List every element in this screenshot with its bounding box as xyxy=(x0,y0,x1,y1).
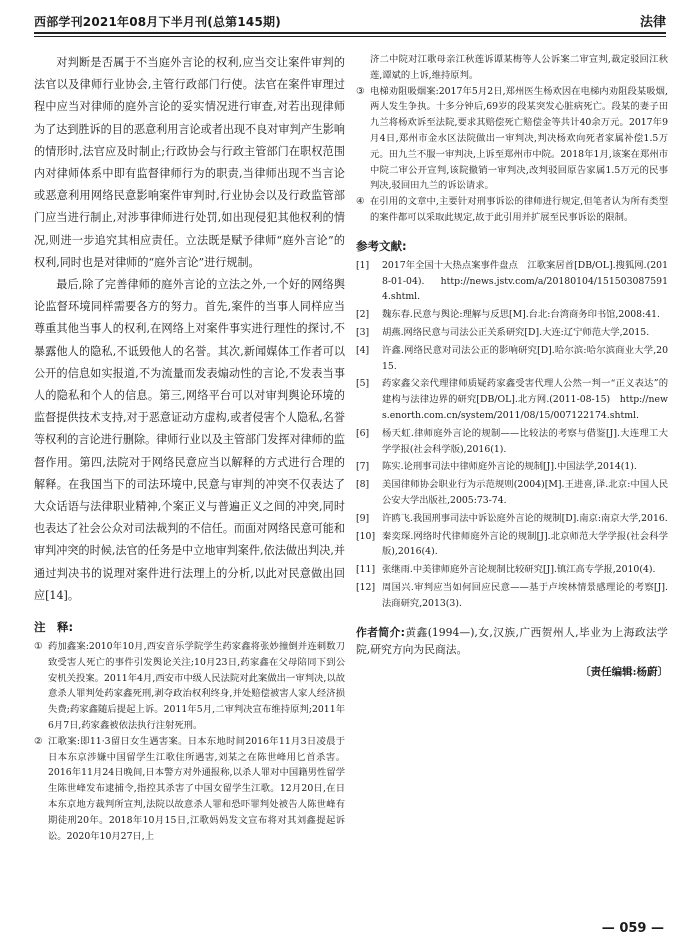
reference-item xyxy=(356,562,668,578)
note-marker: ① xyxy=(34,641,43,653)
reference-text: 2017年全国十大热点案事件盘点 江歌案居首[DB/OL].搜狐网.(2018-01-04). http://news.jstv.com/a/20180104/1515030875914.shtml. xyxy=(382,259,668,303)
reference-item xyxy=(356,580,668,612)
note-item xyxy=(356,194,668,226)
reference-item xyxy=(356,258,668,305)
reference-number: [10] xyxy=(356,530,376,542)
note-marker: ④ xyxy=(356,196,365,208)
note-item xyxy=(34,639,345,734)
note-marker: ② xyxy=(34,735,43,747)
responsible-editor: 〔责任编辑:杨蔚〕 xyxy=(580,665,668,678)
reference-item xyxy=(356,426,668,458)
note-text: 电梯劝阻吸烟案:2017年5月2日,郑州医生杨欢因在电梯内劝阻段某吸烟,两人发生争执。十多分钟后,69岁的段某突发心脏病死亡。段某的妻子田九兰将杨欢诉至法院,要求其赔偿死亡赔偿金等共计40余万元。2017年9月4日,郑州市金水区法院做出一审判决,判决杨欢向死者家属补偿1.5万元。田九兰不服一审判决,上诉至郑州市中院。2018年1月,该案在郑州市中院二审公开宣判,该院撤销一审判决,改判驳回原告家属1.5万元的民事判决,驳回田九兰的诉讼请求。 xyxy=(370,85,668,192)
reference-number: [4] xyxy=(356,344,370,356)
section-label: 法律 xyxy=(639,15,666,30)
reference-text: 陈实.论刑事司法中律师庭外言论的规制[J].中国法学,2014(1). xyxy=(382,461,637,473)
author-bio xyxy=(356,624,668,658)
reference-number: [11] xyxy=(356,564,376,576)
header-rule-thin xyxy=(34,36,666,37)
header-rule xyxy=(34,32,666,34)
note-text: 济二中院对江歌母亲江秋莲诉谭某梅等人公诉案二审宣判,裁定驳回江秋莲,谭斌的上诉,维持原判。 xyxy=(370,54,668,81)
reference-item xyxy=(356,343,668,375)
references-list xyxy=(356,258,668,612)
right-column xyxy=(356,52,668,679)
reference-number: [12] xyxy=(356,581,376,593)
notes-heading: 注 释: xyxy=(34,620,74,635)
notes-list xyxy=(34,639,345,844)
reference-text: 胡燕.网络民意与司法公正关系研究[D].大连:辽宁师范大学,2015. xyxy=(382,326,650,338)
reference-number: [2] xyxy=(356,309,370,321)
note-marker: ③ xyxy=(356,85,365,97)
note-item xyxy=(356,84,668,195)
reference-number: [7] xyxy=(356,461,370,473)
reference-item xyxy=(356,376,668,423)
reference-text: 张继雨.中美律师庭外言论规制比较研究[J].镇江高专学报,2010(4). xyxy=(382,564,656,576)
page-number: — 059 — xyxy=(601,921,664,936)
reference-item xyxy=(356,529,668,561)
author-bio-text: 黄鑫(1994—),女,汉族,广西贺州人,毕业为上海政法学院,研究方向为民商法。 xyxy=(356,625,668,656)
reference-item xyxy=(356,459,668,475)
left-column xyxy=(34,52,345,844)
reference-text: 美国律师协会职业行为示范规则(2004)[M].王进喜,译.北京:中国人民公安大学出版社,2005:73-74. xyxy=(382,479,668,506)
reference-text: 药家鑫父亲代理律师质疑药家鑫受害代理人公然一判一“正义表达”的建构与法律边界的研究[DB/OL].北方网.(2011-08-15) http://news.enorth.com.cn/system/2011/08/15/007122174.shtml. xyxy=(382,378,668,421)
reference-text: 杨天虹.律师庭外言论的规制——比较法的考察与借鉴[J].大连理工大学学报(社会科学版),2016(1). xyxy=(382,427,668,455)
note-text: 在引用的文章中,主要针对刑事诉讼的律师进行规定,但笔者认为所有类型的案件都可以采取此规定,故于此引用并扩展至民事诉讼的限制。 xyxy=(370,196,668,223)
reference-text: 许鑫.网络民意对司法公正的影响研究[D].哈尔滨:哈尔滨商业大学,2015. xyxy=(382,344,668,372)
reference-number: [9] xyxy=(356,512,370,524)
journal-issue-title: 西部学刊2021年08月下半月刊(总第145期) xyxy=(34,15,281,29)
note-text: 江歌案:即11·3留日女生遇害案。日本东地时间2016年11月3日凌晨于日本东京涉嫌中国留学生江歌住所遇害,刘某之在陈世峰用匕首杀害。2016年11月24日晚间,日本警方对外通报称,以杀人罪对中国籍男性留学生陈世峰发布逮捕令,指控其杀害了中国女留学生江歌。12月20日,在日本东京地方裁判所宣判,法院以故意杀人罪和恐吓罪判处被告人陈世峰有期徒刑20年。2018年10月15日,江歌妈妈发文宣布将对其刘鑫提起诉讼。2020年10月27日,上 xyxy=(48,735,345,842)
reference-item xyxy=(356,307,668,323)
reference-text: 秦奕琛.网络时代律师庭外言论的规制[J].北京师范大学学报(社会科学版),2016(4). xyxy=(382,530,668,558)
reference-item xyxy=(356,325,668,341)
reference-number: [3] xyxy=(356,326,370,338)
reference-text: 周国兴.审判应当如何回应民意——基于卢埃林情景感理论的考察[J].法商研究,2013(3). xyxy=(382,581,668,609)
note-item xyxy=(34,734,345,845)
author-bio-label: 作者简介: xyxy=(356,625,405,639)
reference-number: [5] xyxy=(356,378,370,390)
reference-text: 许鸥飞.我国刑事司法中诉讼庭外言论的规制[D].南京:南京大学,2016. xyxy=(382,512,668,524)
reference-number: [6] xyxy=(356,427,370,439)
reference-text: 魏东春.民意与舆论:理解与反思[M].台北:台湾商务印书馆,2008:41. xyxy=(382,309,661,321)
reference-number: [8] xyxy=(356,479,370,491)
reference-item xyxy=(356,477,668,509)
body-paragraph: 对判断是否属于不当庭外言论的权利,应当交让案件审判的法官以及律师行业协会,主管行政部门行使。法官在案件审理过程中应当对律师的庭外言论的妥实情况进行审查,对若出现律师为了达到胜诉的目的恶意利用言论或者出现不良对审判产生影响的情形时,法官应及时制止;行政协会与行政主管部门在职权范围内对律师体系中即有监督律师行为的职责,当律师出现不当言论或恶意利用网络民意影响案件审判时,行业协会以及行政监管部门应当进行制止,对涉事律师进行处罚,如出现侵犯其他权利的情况,则进一步追究其相应责任。立法既是赋予律师“庭外言论”的权利,同时也是对律师的“庭外言论”进行规制。 xyxy=(34,56,345,269)
note-continuation xyxy=(356,52,668,84)
note-text: 药加鑫案:2010年10月,西安音乐学院学生药家鑫将张妙撞倒并连刺数刀致受害人死亡的事件引发舆论关注;10月23日,药家鑫在父母陪同下到公安机关投案。2011年4月,西安市中级人民法院对此案做出一审判决,以故意杀人罪判处药家鑫死刑,剥夺政治权利终身,并处赔偿被害人家人经济损失费;药家鑫随后提起上诉。2011年5月,二审判决宣布维持原判;2011年6月7日,药家鑫被依法执行注射死刑。 xyxy=(48,641,345,732)
reference-item xyxy=(356,511,668,527)
body-paragraph: 最后,除了完善律师的庭外言论的立法之外,一个好的网络舆论监督环境同样需要各方的努力。首先,案件的当事人同样应当尊重其他当事人的权利,在网络上对案件事实进行理性的探讨,不暴露他人的隐私,不诋毁他人的名誉。其次,新闻媒体工作者可以公开的信息如实报道,不为流量而发表煽动性的言论,不发表当事人的隐私和个人的信息。第三,网络平台可以对审判舆论环境的监督提供技术支持,对于恶意证动方虚构,或者侵害个人隐私,名誉等权利的言论进行删除。律师行业以及主管部门发挥对律师的监督作用。第四,法院对于网络民意应当以解释的方式进行合理的解释。在我国当下的司法环境中,民意与审判的冲突不仅表达了大众话语与法律职业精神,个案正义与普遍正义之间的冲突,同时也表达了社会公众对司法裁判的不信任。而面对网络民意可能和审判冲突的时候,法官的任务是中立地审判案件,依法做出判决,并通过判决书的说理对案件进行法理上的分析,以此对民意做出回应[14]。 xyxy=(34,278,345,602)
page-header xyxy=(34,10,666,34)
references-heading: 参考文献: xyxy=(356,238,407,253)
reference-number: [1] xyxy=(356,259,370,271)
